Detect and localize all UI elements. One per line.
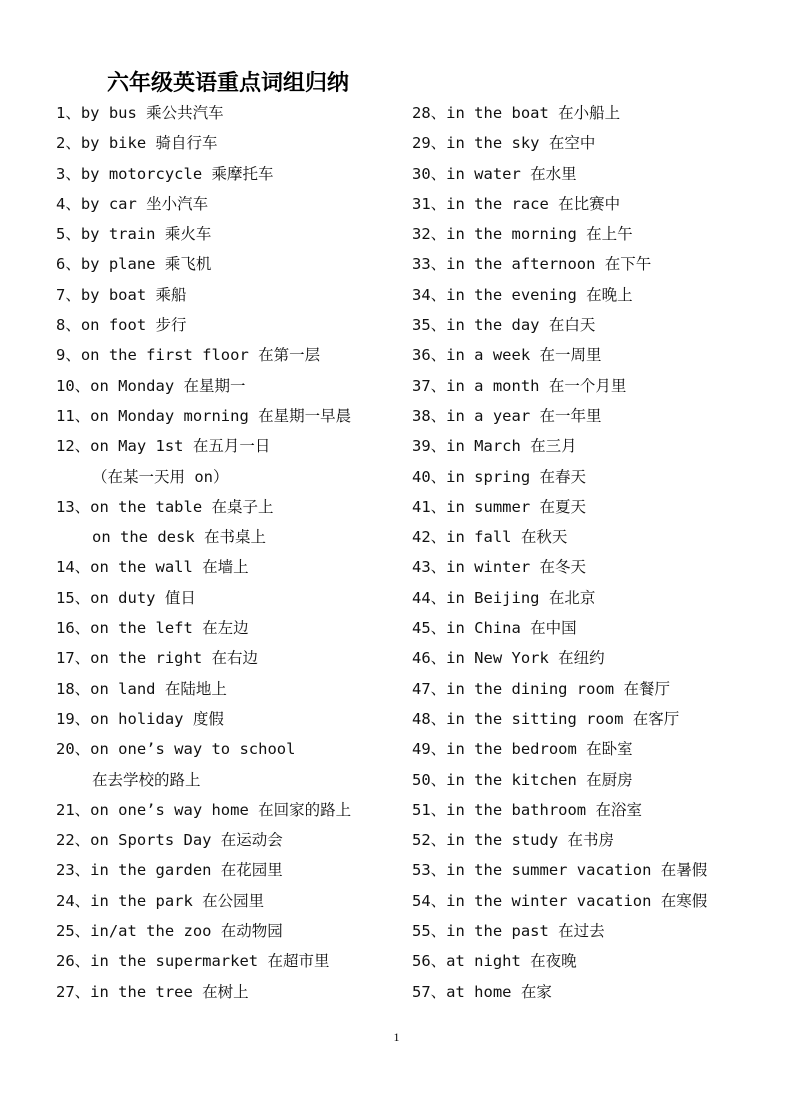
phrase-item: 29、in the sky 在空中 (412, 134, 596, 153)
phrase-item: 19、on holiday 度假 (56, 709, 224, 728)
phrase-item: 53、in the summer vacation 在暑假 (412, 861, 708, 880)
phrase-item: 21、on one’s way home 在回家的路上 (56, 800, 352, 819)
phrase-item: 38、in a year 在一年里 (412, 406, 602, 425)
phrase-item: 34、in the evening 在晚上 (412, 285, 633, 304)
phrase-item: 3、by motorcycle 乘摩托车 (56, 164, 274, 183)
phrase-item: 6、by plane 乘飞机 (56, 255, 212, 274)
phrase-item: 33、in the afternoon 在下午 (412, 255, 652, 274)
phrase-item: 18、on land 在陆地上 (56, 679, 227, 698)
phrase-item: 2、by bike 骑自行车 (56, 134, 218, 153)
phrase-item: 36、in a week 在一周里 (412, 346, 602, 365)
phrase-item: 27、in the tree 在树上 (56, 982, 249, 1001)
phrase-item: 44、in Beijing 在北京 (412, 588, 596, 607)
phrase-item: 31、in the race 在比赛中 (412, 194, 621, 213)
phrase-item: 57、at home 在家 (412, 982, 552, 1001)
phrase-item: 48、in the sitting room 在客厅 (412, 709, 680, 728)
phrase-item: 9、on the first floor 在第一层 (56, 346, 321, 365)
phrase-item: 13、on the table 在桌子上 (56, 497, 274, 516)
page-number: 1 (393, 1030, 400, 1044)
phrase-item: 39、in March 在三月 (412, 437, 577, 456)
left-column (56, 98, 396, 1007)
phrase-item: 12、on May 1st 在五月一日 (56, 437, 271, 456)
phrase-item: 22、on Sports Day 在运动会 (56, 831, 283, 850)
phrase-item: 43、in winter 在冬天 (412, 558, 586, 577)
right-column (412, 98, 752, 1007)
phrase-item: 15、on duty 值日 (56, 588, 196, 607)
phrase-item: 51、in the bathroom 在浴室 (412, 800, 642, 819)
phrase-item: 30、in water 在水里 (412, 164, 577, 183)
phrase-item: 56、at night 在夜晚 (412, 952, 577, 971)
phrase-item: 20、on one’s way to school (56, 740, 296, 759)
phrase-item: 14、on the wall 在墙上 (56, 558, 249, 577)
phrase-item: 37、in a month 在一个月里 (412, 376, 627, 395)
phrase-item: 8、on foot 步行 (56, 316, 187, 335)
phrase-item: 26、in the supermarket 在超市里 (56, 952, 330, 971)
phrase-item: 25、in/at the zoo 在动物园 (56, 922, 283, 941)
phrase-item: 5、by train 乘火车 (56, 225, 212, 244)
phrase-item: 40、in spring 在春天 (412, 467, 586, 486)
phrase-item: 1、by bus 乘公共汽车 (56, 104, 224, 122)
phrase-item: 4、by car 坐小汽车 (56, 194, 209, 213)
phrase-item: 55、in the past 在过去 (412, 922, 605, 941)
phrase-item: 54、in the winter vacation 在寒假 (412, 891, 708, 910)
phrase-item: 49、in the bedroom 在卧室 (412, 740, 633, 759)
phrase-item: 17、on the right 在右边 (56, 649, 258, 668)
phrase-note: （在某一天用 on） (92, 467, 229, 486)
phrase-item: 41、in summer 在夏天 (412, 497, 586, 516)
phrase-item: 50、in the kitchen 在厨房 (412, 770, 633, 789)
phrase-item: 47、in the dining room 在餐厅 (412, 679, 670, 698)
phrase-item: 11、on Monday morning 在星期一早晨 (56, 406, 352, 425)
page-title: 六年级英语重点词组归纳 (107, 71, 350, 96)
phrase-item: 7、by boat 乘船 (56, 285, 187, 304)
phrase-item: 23、in the garden 在花园里 (56, 861, 283, 880)
phrase-item: 45、in China 在中国 (412, 619, 577, 638)
phrase-item: 24、in the park 在公园里 (56, 891, 265, 910)
phrase-item-continued: 在去学校的路上 (92, 770, 201, 789)
phrase-item: 10、on Monday 在星期一 (56, 376, 246, 395)
phrase-item: 35、in the day 在白天 (412, 316, 596, 335)
phrase-item: 52、in the study 在书房 (412, 831, 614, 850)
phrase-item: 42、in fall 在秋天 (412, 528, 568, 547)
phrase-item-continued: on the desk 在书桌上 (92, 528, 266, 547)
phrase-item: 32、in the morning 在上午 (412, 225, 633, 244)
phrase-item: 28、in the boat 在小船上 (412, 104, 621, 122)
phrase-item: 16、on the left 在左边 (56, 619, 249, 638)
phrase-item: 46、in New York 在纽约 (412, 649, 605, 668)
